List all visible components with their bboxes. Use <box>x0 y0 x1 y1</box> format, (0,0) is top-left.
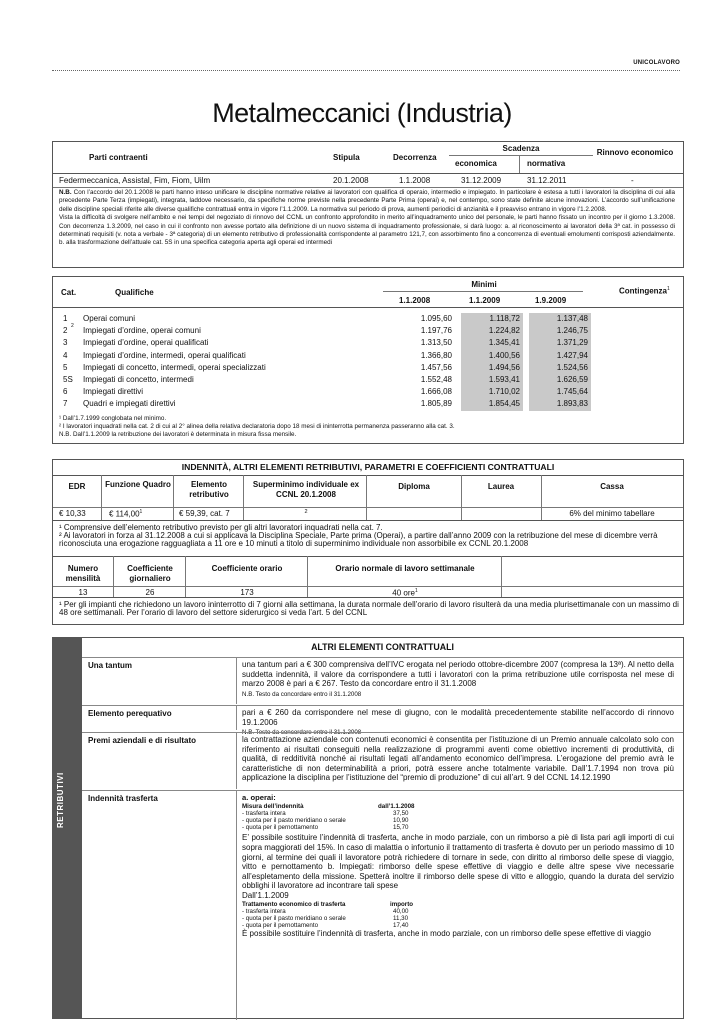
note-text: Con l’accordo del 20.1.2008 le parti hanno inteso unificare le discipline normative relative ai lavoratori con qualifica di operaio, intermedio e impiegato. In particolare è estesa a tutti i lavoratori la disciplina di cui alla precedente Parte Terza (impiegati), integrata, laddove necessario, da specifiche norme previste nella precedente Parte Prima (operai) e, nel contempo, sono state definite alcune innovazioni. L’accordo sull’unificazione delle discipline speciali riferite alle diverse qualifiche contrattuali entra in vigore l’1.1.2009. La normativa sul periodo di prova, aumenti periodici di anzianità e il preavviso entrano in vigore l’1.2.2008. <box>59 189 675 213</box>
rinnovo-value: - <box>631 176 634 185</box>
header-funzione-quadro: Funzione Quadro <box>105 480 171 489</box>
minimi-note: N.B. Dall’1.1.2009 la retribuzione dei lavoratori è determinata in misura fissa mensile. <box>59 431 297 439</box>
premi-text: la contrattazione aziendale con contenuti economici è consentita per l’istituzione di un Premio annuale calcolato solo con riferimento ai risultati conseguiti nella realizzazione di programmi aventi come obiettivo incrementi di produttività, di qualità, di redditività nonché ai risultati legati all’andamento economico dell’impresa. L’erogazione del premio avrà le caratteristiche di non determinabilità a priori, potrà essere anche totalmente variabile. Dall’1.7.1994 non trova più applicazione la disciplina per l’istituzione del “premio di produzione” di cui all’art. 9 del CCNL 14.12.1990 <box>242 735 674 783</box>
qualifica-value: Impiegati direttivi <box>83 387 144 397</box>
minimo-value: 1.593,41 <box>461 374 523 386</box>
minimi-row <box>53 398 683 410</box>
minimo-value: 1.552,48 <box>420 374 452 384</box>
minimi-note: ¹ Dall’1.7.1999 conglobata nel minimo. <box>59 415 167 422</box>
header-cat: Cat. <box>61 288 77 297</box>
indennita-notes: ¹ Comprensive dell’elemento retributivo previsto per gli altri lavoratori inquadrati nella cat. 7. ² Ai lavoratori in forza al 31.12.2008 a cui si applicava la Disciplina Speciale, Parte prima (Operai), a partire dall’anno 2009 con la retribuzione del mese di dicembre verrà riconosciuta una erogazione ragguagliata a 11 ore e 10 minuti a titolo di superminimo individuale non assorbibile ex CCNL 20.1.2008 <box>59 523 658 548</box>
giornaliero-value: 26 <box>145 588 155 597</box>
minimo-value: 1.893,83 <box>529 398 591 410</box>
header-minimi: Minimi <box>471 280 497 289</box>
cat-value: 7 <box>63 399 68 409</box>
minimi-row <box>53 325 683 337</box>
header-elemento: Elemento retributivo <box>189 480 229 499</box>
row-premi <box>82 732 683 789</box>
header-parti: Parti contraenti <box>89 153 148 162</box>
quadro-value: € 114,00$^1$ <box>109 509 143 519</box>
altri-title: ALTRI ELEMENTI CONTRATTUALI <box>311 642 454 652</box>
minimi-row <box>53 374 683 386</box>
cat-value: 3 <box>63 338 68 348</box>
minimo-value: 1.494,56 <box>461 362 523 374</box>
header-mensilita: Numero mensilità <box>65 564 101 583</box>
cat-value: 1 <box>63 314 68 323</box>
trasferta-text: a. operai: Misura dell’indennità dall’1.1.2008 - trasferta intera 37,50 - quota per il pasto meridiano o serale 10,90 - quota per il pernottamento 15,70 E’ possibile sostituire l’indennità di trasferta, anche in modo parziale, con un rimborso a piè di lista pari agli importi di cui sopra maggiorati del 15%. In caso di malattia o infortunio il trattamento di trasferta è dovuto per un periodo massimo di 10 giorni, al termine dei quali il lavoratore potrà richiedere di tornare in sede, con diritto al rimborso delle spese di viaggio, vitto e pernottamento b. Impiegati: rimborso delle spese effettive di viaggio e delle altre spese vive necessarie all’espletamento della missione. Spetterà inoltre il rimborso delle spese di vitto e alloggio, quando la durata del servizio obblighi il lavoratore ad incontrare tali spese Dall’1.1.2009 Trattamento economico di trasferta importo - trasferta intera 40,00 - quota per il pasto meridiano o serale 11,30 - quota per il pernottamento 17,40 È possibile sostituire l’indennità di trasferta, anche in modo parziale, con un rimborso delle spese effettive di viaggio <box>242 793 674 939</box>
minimo-value: 1.524,56 <box>529 362 591 374</box>
minimo-value: 1.427,94 <box>529 350 591 362</box>
date-2: 1.9.2009 <box>535 296 567 305</box>
minimo-value: 1.366,80 <box>420 350 452 360</box>
header-orario-normale: Orario normale di lavoro settimanale <box>335 564 475 573</box>
row-perequativo <box>82 705 683 737</box>
perequativo-label: Elemento perequativo <box>88 709 172 718</box>
page-title: Metalmeccanici (Industria) <box>212 98 512 128</box>
header-laurea: Laurea <box>487 482 515 491</box>
parti-value: Federmeccanica, Assistal, Fim, Fiom, Uilm <box>59 176 211 185</box>
qualifica-value: Impiegati d’ordine, intermedi, operai qualificati <box>83 350 246 360</box>
header-normativa: normativa <box>527 159 566 168</box>
una-tantum-label: Una tantum <box>88 661 132 670</box>
minimo-value: 1.246,75 <box>529 325 591 337</box>
minimi-box <box>52 276 684 444</box>
indennita-box <box>52 459 684 625</box>
header-scadenza: Scadenza <box>502 144 540 153</box>
header-rule <box>52 70 680 71</box>
minimo-value: 1.095,60 <box>420 314 452 323</box>
qualifica-value: Impiegati di concetto, intermedi, operai specializzati <box>83 362 266 372</box>
parties-note <box>59 189 675 248</box>
header-economica: economica <box>455 159 497 168</box>
minimo-value: 1.137,48 <box>529 313 591 325</box>
minimo-value: 1.345,41 <box>461 337 523 349</box>
header-decorrenza: Decorrenza <box>393 153 437 162</box>
trasferta-label: Indennità trasferta <box>88 794 158 803</box>
perequativo-text: pari a € 260 da corrispondere nel mese di giugno, con le modalità precedentemente stabilite nell’accordo di rinnovo 19.1.2006 N.B. Testo da concordare entro il 31.1.2008 <box>242 708 674 737</box>
minimo-value: 1.313,50 <box>420 338 452 348</box>
parties-box <box>52 141 684 268</box>
row-trasferta <box>82 790 683 1020</box>
settimanale-value: 40 ore$^1$ <box>392 588 418 598</box>
parties-header <box>53 142 683 174</box>
premi-label: Premi aziendali e di risultato <box>88 736 197 745</box>
header-stipula: Stipula <box>333 153 360 162</box>
una-tantum-text: una tantum pari a € 300 comprensiva dell’IVC erogata nel periodo ottobre-dicembre 2007 (compresa la 13ª). Al netto della suddetta indennità, il valore da corrispondere a tutti i lavoratori con la prima retribuzione utile corrisposta nel mese di marzo 2008 è pari a € 267. Testo da concordare entro il 31.1.2008 N.B. Testo da concordare entro il 31.1.2008 <box>242 660 674 698</box>
cat-value: 2 <box>63 326 68 336</box>
qualifica-value: Impiegati di concetto, intermedi <box>83 374 194 384</box>
header-diploma: Diploma <box>398 482 430 491</box>
date-1: 1.1.2009 <box>469 296 501 305</box>
minimo-value: 1.805,89 <box>420 399 452 409</box>
minimo-value: 1.745,64 <box>529 386 591 398</box>
side-band <box>52 638 82 1018</box>
minimo-value: 1.666,08 <box>420 387 452 397</box>
minimo-value: 1.626,59 <box>529 374 591 386</box>
stipula-value: 20.1.2008 <box>333 176 369 185</box>
indennita-title: INDENNITÀ, ALTRI ELEMENTI RETRIBUTIVI, PARAMETRI E COEFFICIENTI CONTRATTUALI <box>181 462 555 472</box>
header-coeff-orario: Coefficiente orario <box>211 564 283 573</box>
header-edr: EDR <box>68 482 86 491</box>
header-qualifiche: Qualifiche <box>115 288 154 297</box>
cat-value: 4 <box>63 350 68 360</box>
header-coeff-giornaliero: Coefficiente giornaliero <box>127 564 173 583</box>
header-cassa: Cassa <box>600 482 624 491</box>
minimi-row <box>53 313 683 325</box>
cat-value: 5S <box>63 374 73 384</box>
qualifica-value: Impiegati d’ordine, operai qualificati <box>83 338 209 348</box>
minimi-row <box>53 362 683 374</box>
minimo-value: 1.371,29 <box>529 337 591 349</box>
header-superminimo: Superminimo individuale ex CCNL 20.1.2008 <box>252 480 360 499</box>
cat-value: 5 <box>63 362 68 372</box>
side-label: RETRIBUTIVI <box>56 772 65 828</box>
cat-value: 6 <box>63 387 68 397</box>
minimi-rows <box>53 313 683 411</box>
minimo-value: 1.457,56 <box>420 362 452 372</box>
normativa-value: 31.12.2011 <box>527 176 567 185</box>
header-brand: UNICOLAVORO <box>633 60 680 66</box>
date-0: 1.1.2008 <box>399 296 431 305</box>
minimi-row <box>53 337 683 349</box>
orario-value: 173 <box>240 588 254 597</box>
cassa-value: 6% del minimo tabellare <box>569 509 655 518</box>
minimi-row <box>53 386 683 398</box>
decorrenza-value: 1.1.2008 <box>399 176 431 185</box>
altri-box <box>52 637 684 1019</box>
minimo-value: 1.400,56 <box>461 350 523 362</box>
qualifica-value: Impiegati d’ordine, operai comuni <box>83 326 201 336</box>
note-label: N.B. <box>59 189 72 196</box>
minimo-value: 1.197,76 <box>420 326 452 336</box>
cat-footnote: 2 <box>71 323 74 330</box>
edr-value: € 10,33 <box>59 509 86 518</box>
header-rinnovo: Rinnovo economico <box>596 148 674 157</box>
minimi-notes <box>59 415 675 440</box>
minimi-note: ² I lavoratori inquadrati nella cat. 2 di cui al 2° alinea della relativa declaratoria dopo 18 mesi di ininterrotta permanenza passeranno alla cat. 3. <box>59 423 455 431</box>
mensilita-value: 13 <box>78 588 88 597</box>
elemento-value: € 59,39, cat. 7 <box>179 509 230 518</box>
orario-note: ¹ Per gli impianti che richiedono un lavoro ininterrotto di 7 giorni alla settimana, la durata normale dell’orario di lavoro risulterà da una media plurisettimanale con un massimo di 48 ore settimanali. Per l’orario di lavoro del settore siderurgico si veda l’art. 5 del CCNL <box>59 600 679 617</box>
minimo-value: 1.118,72 <box>461 313 523 325</box>
minimo-value: 1.854,45 <box>461 398 523 410</box>
note-text-2: Vista la difficoltà di svolgere nell’ambito e nei tempi del negoziato di rinnovo del CCNL un confronto approfondito in merito all’inquadramento unico del personale, le parti hanno fissato un incontro per il giorno 1.3.2008. Con decorrenza 1.3.2009, nel caso in cui il confronto non avesse portato alla definizione di un nuovo sistema di inquadramento professionale, si darà luogo: a. al riconoscimento ai lavoratori della 3ª cat. in possesso di determinati requisiti (v. nota a verbale - 3ª categoria) di un elemento retributivo di professionalità corrispondente al parametro 121,7, con assorbimento fino a concorrenza di eventuali emolumenti corrisposti aziendalmente. b. alla trasformazione dell’attuale cat. 5S in una specifica categoria aperta agli operai ed intermedi <box>59 214 675 247</box>
qualifica-value: Operai comuni <box>83 314 136 323</box>
minimo-value: 1.224,82 <box>461 325 523 337</box>
minimi-row <box>53 350 683 362</box>
row-una-tantum <box>82 657 683 704</box>
minimo-value: 1.710,02 <box>461 386 523 398</box>
superminimo-value: 2 <box>304 509 308 515</box>
qualifica-value: Quadri e impiegati direttivi <box>83 399 176 409</box>
header-contingenza: Contingenza$^1$ <box>619 286 670 296</box>
economica-value: 31.12.2009 <box>461 176 502 185</box>
